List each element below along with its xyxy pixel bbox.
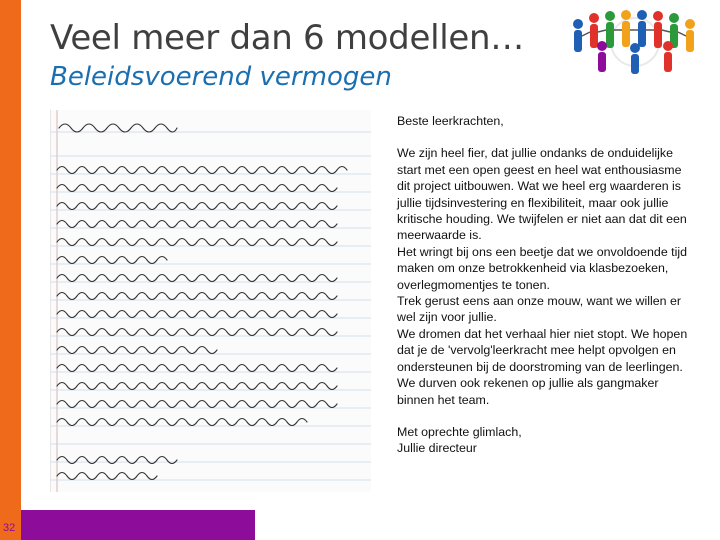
letter-paragraph-4: We dromen dat het verhaal hier niet stopt. We hopen dat je de 'vervolg'leerkracht mee helpt opvolgen en ondersteunen bij de doorstroming van de leerlingen. bbox=[397, 326, 688, 374]
letter-paragraph-3: Trek gerust eens aan onze mouw, want we willen er wel zijn voor jullie. bbox=[397, 294, 681, 325]
page-number: 32 bbox=[3, 522, 16, 534]
people-circle-logo-icon bbox=[560, 6, 710, 76]
bottom-accent-bar bbox=[21, 510, 255, 540]
letter-paragraph-5: We durven ook rekenen op jullie als gangmaker binnen het team. bbox=[397, 376, 659, 407]
slide-title: Veel meer dan 6 modellen… bbox=[50, 18, 524, 58]
slide-subtitle: Beleidsvoerend vermogen bbox=[50, 62, 392, 92]
letter-transcription bbox=[397, 113, 697, 457]
letter-signature: Jullie directeur bbox=[397, 441, 477, 456]
letter-greeting: Beste leerkrachten, bbox=[397, 114, 504, 128]
letter-closing: Met oprechte glimlach, bbox=[397, 424, 522, 439]
handwritten-letter-image bbox=[50, 110, 371, 492]
letter-paragraph-1: We zijn heel fier, dat jullie ondanks de onduidelijke start met een open geest en heel wat enthousiasme dit project uitbouwen. Wat we heel erg waarderen is jullie tijdsinvestering en flexibiliteit, maar ook jullie kritische houding. We twijfelen er niet aan dat dit een meerwaarde is. bbox=[397, 146, 687, 243]
left-accent-bar bbox=[0, 0, 21, 540]
letter-paragraph-2: Het wringt bij ons een beetje dat we onvoldoende tijd maken om onze betrokkenheid via klasbezoeken, overlegmomentjes te tonen. bbox=[397, 244, 687, 292]
